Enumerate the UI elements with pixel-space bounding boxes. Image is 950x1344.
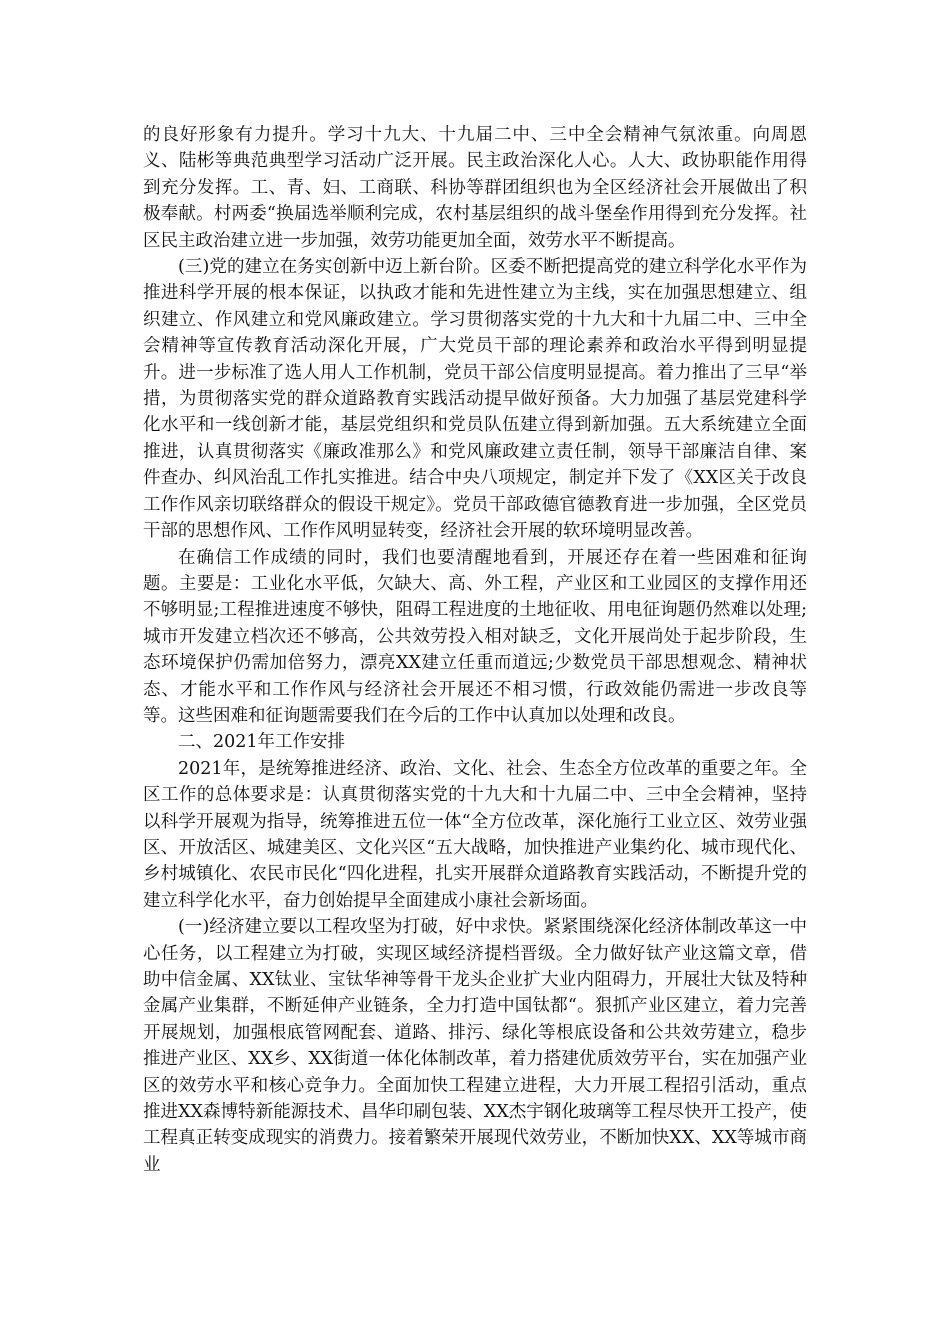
paragraph-economic-construction: (一)经济建立要以工程攻坚为打破，好中求快。紧紧围绕深化经济体制改革这一中心任务，以工程建立为打破，实现区域经济提档晋级。全力做好钛产业这篇文章，借助中信金属、XX钛业、宝钛华神等骨干龙头企业扩大业内阻碍力，开展壮大钛及特种金属产业集群，不断延伸产业链条，全力打造中国钛都“。狠抓产业区建立，着力完善开展规划，加强根底管网配套、道路、排污、绿化等根底设备和公共效劳建立，稳步推进产业区、XX乡、XX街道一体化体制改革，着力搭建优质效劳平台，实在加强产业区的效劳水平和核心竞争力。全面加快工程建立进程，大力开展工程招引活动，重点推进XX森博特新能源技术、昌华印刷包装、XX杰宇钢化玻璃等工程尽快开工投产，使工程真正转变成现实的消费力。接着繁荣开展现代效劳业，不断加快XX、XX等城市商业 [143, 917, 807, 1175]
paragraph-continuation: 的良好形象有力提升。学习十九大、十九届二中、三中全会精神气氛浓重。向周恩义、陆彬等典范典型学习活动广泛开展。民主政治深化人心。人大、政协职能作用得到充分发挥。工、青、妇、工商联、科协等群团组织也为全区经济社会开展做出了积极奉献。村两委“换届选举顺利完成，农村基层组织的战斗堡垒作用得到充分发挥。社区民主政治建立进一步加强，效劳功能更加全面，效劳水平不断提高。 [143, 125, 807, 251]
paragraph-problems: 在确信工作成绩的同时，我们也要清醒地看到，开展还存在着一些困难和征询题。主要是：工业化水平低，欠缺大、高、外工程，产业区和工业园区的支撑作用还不够明显;工程推进速度不够快，阻碍工程进度的土地征收、用电征询题仍然难以处理;城市开发建立档次还不够高，公共效劳投入相对缺乏，文化开展尚处于起步阶段，生态环境保护仍需加倍努力，漂亮XX建立任重而道远;少数党员干部思想观念、精神状态、才能水平和工作作风与经济社会开展还不相习惯，行政效能仍需进一步改良等等。这些困难和征询题需要我们在今后的工作中认真加以处理和改良。 [143, 547, 807, 726]
document-body [143, 122, 807, 1178]
paragraph-overall-requirements: 2021年，是统筹推进经济、政治、文化、社会、生态全方位改革的重要之年。全区工作的总体要求是：认真贯彻落实党的十九大和十九届二中、三中全会精神，坚持以科学开展观为指导，统筹推进五位一体“全方位改革，深化施行工业立区、效劳业强区、开放活区、城建美区、文化兴区“五大战略，加快推进产业集约化、城市现代化、乡村城镇化、农民市民化“四化进程，扎实开展群众道路教育实践活动，不断提升党的建立科学化水平，奋力创始提早全面建成小康社会新场面。 [143, 758, 807, 911]
section-heading-work-plan: 二、2021年工作安排 [178, 732, 346, 753]
paragraph-party-building: (三)党的建立在务实创新中迈上新台阶。区委不断把提高党的建立科学化水平作为推进科学开展的根本保证，以执政才能和先进性建立为主线，实在加强思想建立、组织建立、作风建立和党风廉政建立。学习贯彻落实党的十九大和十九届二中、三中全会精神等宣传教育活动深化开展，广大党员干部的理论素养和政治水平得到明显提升。进一步标准了选人用人工作机制，党员干部公信度明显提高。着力推出了三早“举措，为贯彻落实党的群众道路教育实践活动提早做好预备。大力加强了基层党建科学化水平和一线创新才能，基层党组织和党员队伍建立得到新加强。五大系统建立全面推进，认真贯彻落实《廉政准那么》和党风廉政建立责任制，领导干部廉洁自律、案件查办、纠风治乱工作扎实推进。结合中央八项规定，制定并下发了《XX区关于改良工作作风亲切联络群众的假设干规定》。党员干部政德官德教育进一步加强，全区党员干部的思想作风、工作作风明显转变，经济社会开展的软环境明显改善。 [143, 257, 807, 542]
